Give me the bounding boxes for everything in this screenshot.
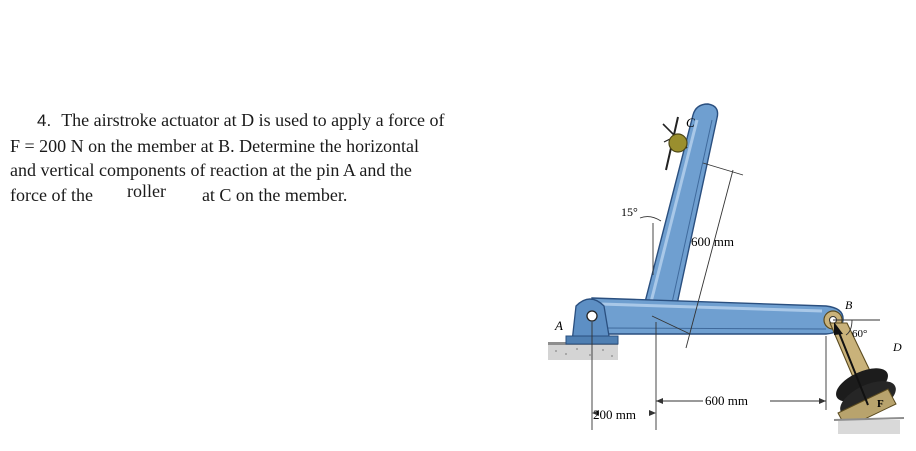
dim-200-label: 200 mm xyxy=(593,407,636,422)
label-c: C xyxy=(686,115,695,130)
dim-600-vertical-label: 600 mm xyxy=(691,234,734,249)
angle-15-label: 15° xyxy=(621,205,638,219)
ground-support-a xyxy=(548,342,618,360)
roller-word: roller xyxy=(126,180,166,201)
problem-line-4: force of the roller at C on the member. xyxy=(10,180,348,205)
label-a: A xyxy=(555,318,563,333)
problem-line-3: and vertical components of reaction at the pin A and the xyxy=(10,160,412,180)
dim-600-horizontal-label: 600 mm xyxy=(705,393,748,408)
horizontal-arm xyxy=(592,298,843,334)
label-f: F xyxy=(877,398,884,410)
label-d: D xyxy=(893,340,902,354)
label-b: B xyxy=(845,298,853,312)
angle-60-label: 60° xyxy=(852,328,868,340)
problem-line-1: 4. The airstroke actuator at D is used to apply a force of xyxy=(37,110,445,130)
problem-number: 4. xyxy=(37,111,52,130)
problem-line-2: F = 200 N on the member at B. Determine the horizontal xyxy=(10,135,420,156)
